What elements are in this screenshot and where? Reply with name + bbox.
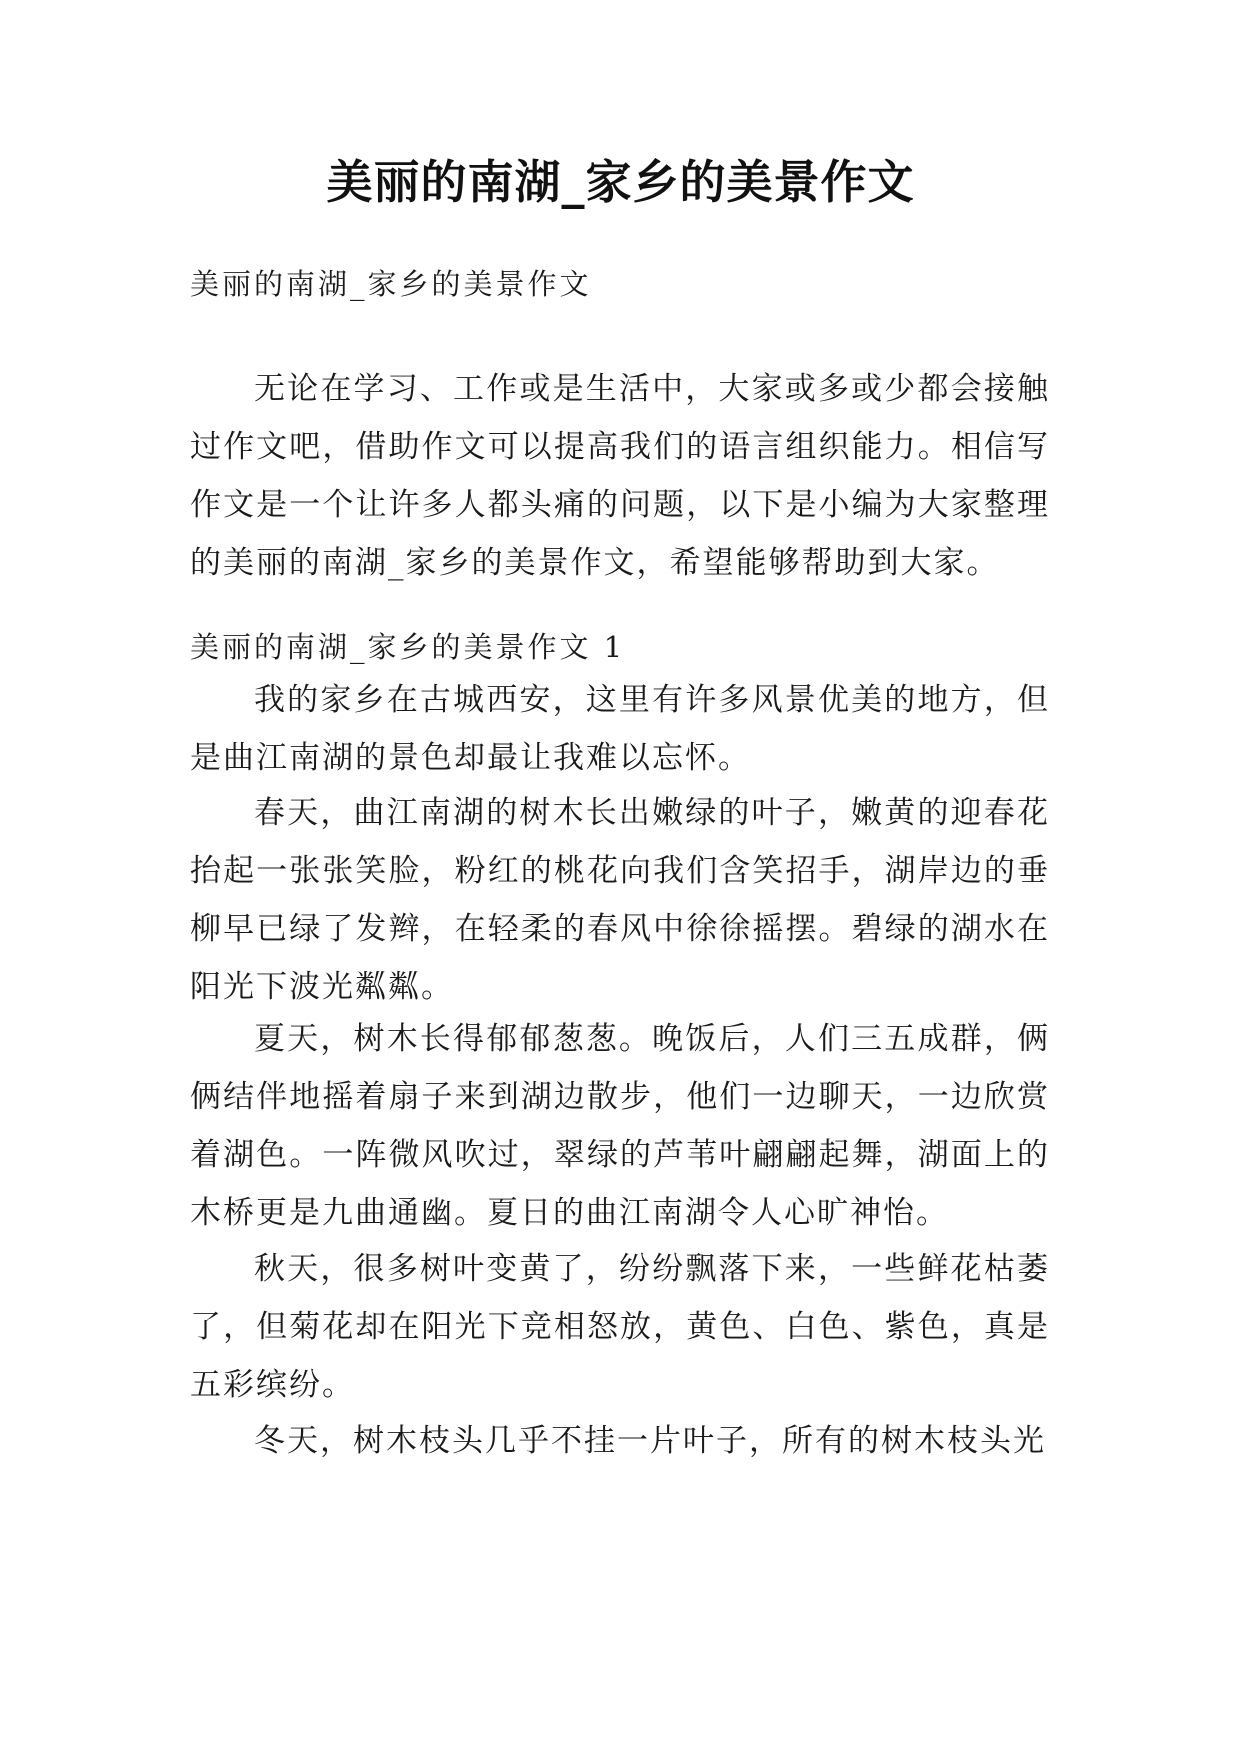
body-paragraph: 夏天，树木长得郁郁葱葱。晚饭后，人们三五成群，俩俩结伴地摇着扇子来到湖边散步，他们一边聊天，一边欣赏着湖色。一阵微风吹过，翠绿的芦苇叶翩翩起舞，湖面上的木桥更是九曲通幽。夏日的曲江南湖令人心旷神怡。 — [190, 1021, 1050, 1231]
body-paragraph: 我的家乡在古城西安，这里有许多风景优美的地方，但是曲江南湖的景色却最让我难以忘怀。 — [190, 682, 1050, 776]
intro-paragraph: 无论在学习、工作或是生活中，大家或多或少都会接触过作文吧，借助作文可以提高我们的语言组织能力。相信写作文是一个让许多人都头痛的问题，以下是小编为大家整理的美丽的南湖_家乡的美景作文，希望能够帮助到大家。 — [190, 371, 1050, 581]
section-heading: 美丽的南湖_家乡的美景作文 1 — [190, 630, 626, 664]
body-paragraph: 秋天，很多树叶变黄了，纷纷飘落下来，一些鲜花枯萎了，但菊花却在阳光下竞相怒放，黄色、白色、紫色，真是五彩缤纷。 — [190, 1251, 1050, 1403]
document-subtitle: 美丽的南湖_家乡的美景作文 — [190, 267, 592, 301]
document-title: 美丽的南湖_家乡的美景作文 — [326, 155, 915, 209]
body-paragraph: 冬天，树木枝头几乎不挂一片叶子，所有的树木枝头光 — [254, 1423, 1046, 1459]
body-paragraph: 春天，曲江南湖的树木长出嫩绿的叶子，嫩黄的迎春花抬起一张张笑脸，粉红的桃花向我们含笑招手，湖岸边的垂柳早已绿了发辫，在轻柔的春风中徐徐摇摆。碧绿的湖水在阳光下波光粼粼。 — [190, 795, 1050, 1005]
